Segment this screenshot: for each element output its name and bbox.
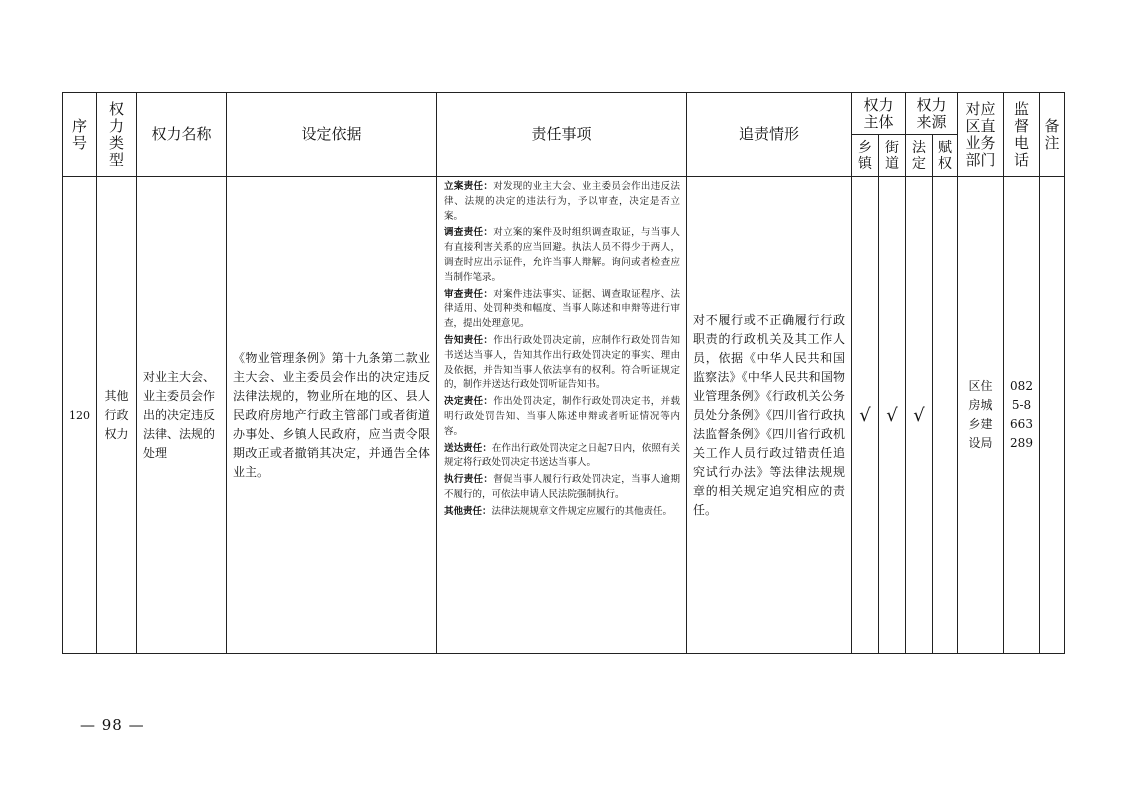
col-header-duties: 责任事项	[437, 93, 687, 177]
duty-item	[444, 226, 680, 285]
duty-item	[444, 180, 680, 224]
col-header-accountability: 追责情形	[687, 93, 852, 177]
col-header-granted: 赋权	[933, 135, 958, 177]
duty-label: 调查责任：	[444, 227, 494, 239]
duty-text: 对发现的业主大会、业主委员会作出违反法律、法规的决定的违法行为，予以审查，决定是否立案。	[444, 181, 680, 222]
duty-text: 作出处罚决定，制作行政处罚决定书，并载明行政处罚告知、当事人陈述申辩或者听证情况等内容。	[444, 396, 680, 437]
duties-list	[444, 180, 680, 520]
cell-township-check: √	[852, 177, 879, 654]
col-header-source: 权力来源	[906, 93, 958, 135]
col-header-subject: 权力主体	[852, 93, 906, 135]
cell-granted-check	[933, 177, 958, 654]
duty-label: 其他责任：	[444, 505, 492, 517]
cell-street-check: √	[879, 177, 906, 654]
col-header-remarks: 备注	[1040, 93, 1065, 177]
duty-text: 对案件违法事实、证据、调查取证程序、法律适用、处罚种类和幅度、当事人陈述和申辩等进行审查，提出处理意见。	[444, 288, 680, 330]
cell-seq: 120	[63, 177, 97, 654]
duty-label: 立案责任：	[444, 181, 494, 192]
duty-item	[444, 473, 680, 503]
duty-label: 送达责任：	[444, 442, 492, 454]
cell-legal-check: √	[906, 177, 933, 654]
col-header-dept: 对应区直业务部门	[958, 93, 1004, 177]
duty-label: 告知责任：	[444, 334, 494, 346]
cell-dept: 区住房城乡建设局	[958, 177, 1004, 654]
col-header-legal: 法定	[906, 135, 933, 177]
cell-phone: 0825-8663289	[1004, 177, 1040, 654]
cell-remarks	[1040, 177, 1065, 654]
duty-label: 决定责任：	[444, 396, 494, 408]
cell-accountability: 对不履行或不正确履行行政职责的行政机关及其工作人员，依据《中华人民共和国监察法》《中华人民共和国物业管理条例》《行政机关公务员处分条例》《四川省行政执法监督条例》《四川省行政机关工作人员行政过错责任追究试行办法》等法律法规规章的相关规定追究相应的责任。	[687, 177, 852, 654]
duty-text: 对立案的案件及时组织调查取证，与当事人有直接利害关系的应当回避。执法人员不得少于两人，调查时应出示证件，允许当事人辩解。询问或者检查应当制作笔录。	[444, 227, 680, 283]
col-header-township: 乡镇	[852, 135, 879, 177]
duty-item	[444, 505, 680, 520]
duty-text: 督促当事人履行行政处罚决定，当事人逾期不履行的，可依法申请人民法院强制执行。	[444, 474, 680, 500]
power-list-table	[62, 92, 1065, 654]
cell-basis: 《物业管理条例》第十九条第二款业主大会、业主委员会作出的决定违反法律法规的，物业所在地的区、县人民政府房地产行政主管部门或者街道办事处、乡镇人民政府，应当责令限期改正或者撤销其决定，并通告全体业主。	[227, 177, 437, 654]
table-header-row	[63, 93, 1065, 135]
col-header-name: 权力名称	[137, 93, 227, 177]
col-header-basis: 设定依据	[227, 93, 437, 177]
duty-text: 在作出行政处罚决定之日起7日内，依照有关规定将行政处罚决定书送达当事人。	[444, 442, 680, 469]
table-row	[63, 177, 1065, 654]
duty-text: 作出行政处罚决定前，应制作行政处罚告知书送达当事人，告知其作出行政处罚决定的事实、理由及依据，并告知当事人依法享有的权利。符合听证规定的，制作并送达行政处罚听证告知书。	[444, 334, 680, 391]
duty-item	[444, 442, 680, 472]
col-header-seq: 序号	[63, 93, 97, 177]
col-header-type: 权力类型	[97, 93, 137, 177]
col-header-phone: 监督电话	[1004, 93, 1040, 177]
duty-text: 法律法规规章文件规定应履行的其他责任。	[491, 505, 673, 517]
cell-type: 其他行政权力	[97, 177, 137, 654]
duty-item	[444, 288, 680, 332]
duty-label: 执行责任：	[444, 474, 494, 486]
duty-item	[444, 395, 680, 439]
cell-duties	[437, 177, 687, 654]
duty-label: 审查责任：	[444, 288, 494, 300]
col-header-street: 街道	[879, 135, 906, 177]
duty-item	[444, 334, 680, 393]
cell-name: 对业主大会、业主委员会作出的决定违反法律、法规的处理	[137, 177, 227, 654]
power-list-table-container	[62, 92, 1065, 654]
page-number: — 98 —	[80, 716, 145, 734]
